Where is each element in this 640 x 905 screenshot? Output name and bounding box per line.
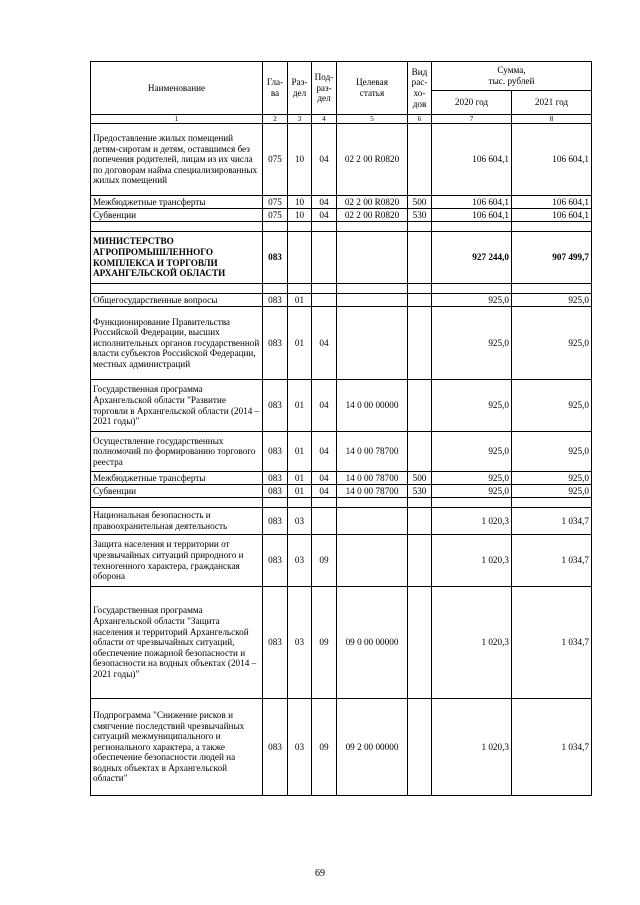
col-header-expense-type: Вид рас- хо- дов <box>408 62 432 115</box>
table-spacer-row <box>91 284 592 294</box>
row-expense-type-cell <box>408 432 432 472</box>
table-row <box>91 196 592 209</box>
col-header-subsection: Под- раз- дел <box>312 62 337 115</box>
row-sum-2020-cell: 106 604,1 <box>432 124 512 196</box>
row-section-cell: 03 <box>288 587 312 699</box>
row-target-cell <box>337 294 408 307</box>
row-chapter-cell: 075 <box>263 124 288 196</box>
empty-cell <box>91 498 263 508</box>
column-number: 8 <box>512 115 592 124</box>
row-target-cell: 02 2 00 R0820 <box>337 124 408 196</box>
table-header-row <box>91 62 592 91</box>
column-number: 1 <box>91 115 263 124</box>
row-name-cell: Межбюджетные трансферты <box>91 472 263 485</box>
row-subsection-cell <box>312 508 337 535</box>
row-name-cell: Национальная безопасность и правоохранительная деятельность <box>91 508 263 535</box>
row-sum-2020-cell: 927 244,0 <box>432 232 512 284</box>
budget-table <box>90 61 592 796</box>
row-sum-2020-cell: 925,0 <box>432 472 512 485</box>
column-number: 2 <box>263 115 288 124</box>
row-expense-type-cell <box>408 380 432 432</box>
table-row <box>91 232 592 284</box>
row-name-cell: Осуществление государственных полномочий по формированию торгового реестра <box>91 432 263 472</box>
empty-cell <box>512 222 592 232</box>
row-section-cell: 10 <box>288 124 312 196</box>
empty-cell <box>337 284 408 294</box>
table-row <box>91 472 592 485</box>
empty-cell <box>288 498 312 508</box>
row-name-cell: МИНИСТЕРСТВО АГРОПРОМЫШЛЕННОГО КОМПЛЕКСА И ТОРГОВЛИ АРХАНГЕЛЬСКОЙ ОБЛАСТИ <box>91 232 263 284</box>
table-row <box>91 699 592 796</box>
row-expense-type-cell <box>408 124 432 196</box>
row-sum-2020-cell: 925,0 <box>432 432 512 472</box>
col-header-name: Наименование <box>91 62 263 115</box>
row-chapter-cell: 083 <box>263 232 288 284</box>
table-row <box>91 307 592 380</box>
row-sum-2021-cell: 106 604,1 <box>512 209 592 222</box>
row-expense-type-cell <box>408 294 432 307</box>
row-expense-type-cell: 530 <box>408 209 432 222</box>
row-name-cell: Подпрограмма "Снижение рисков и смягчение последствий чрезвычайных ситуаций межмуниципального и регионального характера, а также обеспечение безопасности людей на водных объектах в Архангельской области" <box>91 699 263 796</box>
table-row <box>91 508 592 535</box>
empty-cell <box>312 222 337 232</box>
empty-cell <box>91 222 263 232</box>
row-subsection-cell: 09 <box>312 535 337 587</box>
row-target-cell: 09 0 00 00000 <box>337 587 408 699</box>
row-subsection-cell: 04 <box>312 124 337 196</box>
row-sum-2020-cell: 1 020,3 <box>432 508 512 535</box>
row-expense-type-cell <box>408 699 432 796</box>
row-expense-type-cell <box>408 232 432 284</box>
row-section-cell: 01 <box>288 380 312 432</box>
table-spacer-row <box>91 222 592 232</box>
row-sum-2020-cell: 1 020,3 <box>432 699 512 796</box>
row-subsection-cell: 04 <box>312 196 337 209</box>
row-subsection-cell: 04 <box>312 432 337 472</box>
row-sum-2021-cell: 925,0 <box>512 380 592 432</box>
row-chapter-cell: 083 <box>263 432 288 472</box>
row-target-cell: 02 2 00 R0820 <box>337 209 408 222</box>
table-row <box>91 380 592 432</box>
row-sum-2021-cell: 925,0 <box>512 472 592 485</box>
row-section-cell: 01 <box>288 472 312 485</box>
row-chapter-cell: 083 <box>263 380 288 432</box>
empty-cell <box>288 284 312 294</box>
row-sum-2020-cell: 106 604,1 <box>432 209 512 222</box>
row-chapter-cell: 075 <box>263 196 288 209</box>
row-subsection-cell: 04 <box>312 209 337 222</box>
row-sum-2020-cell: 925,0 <box>432 294 512 307</box>
empty-cell <box>432 498 512 508</box>
row-name-cell: Субвенции <box>91 209 263 222</box>
table-row <box>91 294 592 307</box>
row-section-cell: 03 <box>288 535 312 587</box>
row-target-cell: 14 0 00 78700 <box>337 432 408 472</box>
row-name-cell: Общегосударственные вопросы <box>91 294 263 307</box>
row-sum-2021-cell: 925,0 <box>512 485 592 498</box>
row-name-cell: Субвенции <box>91 485 263 498</box>
empty-cell <box>512 498 592 508</box>
row-sum-2020-cell: 106 604,1 <box>432 196 512 209</box>
empty-cell <box>337 498 408 508</box>
row-subsection-cell: 04 <box>312 307 337 380</box>
row-section-cell: 01 <box>288 485 312 498</box>
row-section-cell: 01 <box>288 307 312 380</box>
row-sum-2021-cell: 925,0 <box>512 432 592 472</box>
row-name-cell: Государственная программа Архангельской области "Развитие торговли в Архангельской области (2014 – 2021 годы)" <box>91 380 263 432</box>
column-numbers-row <box>91 115 592 124</box>
row-subsection-cell <box>312 232 337 284</box>
row-sum-2020-cell: 1 020,3 <box>432 535 512 587</box>
row-subsection-cell: 04 <box>312 380 337 432</box>
empty-cell <box>263 222 288 232</box>
col-header-target: Целевая статья <box>337 62 408 115</box>
row-sum-2021-cell: 925,0 <box>512 294 592 307</box>
row-subsection-cell: 09 <box>312 699 337 796</box>
column-number: 4 <box>312 115 337 124</box>
empty-cell <box>432 222 512 232</box>
row-sum-2020-cell: 925,0 <box>432 307 512 380</box>
row-section-cell: 03 <box>288 699 312 796</box>
table-row <box>91 587 592 699</box>
column-number: 5 <box>337 115 408 124</box>
row-subsection-cell <box>312 294 337 307</box>
row-expense-type-cell: 530 <box>408 485 432 498</box>
row-sum-2021-cell: 1 034,7 <box>512 699 592 796</box>
empty-cell <box>91 284 263 294</box>
col-header-chapter: Гла- ва <box>263 62 288 115</box>
row-sum-2021-cell: 1 034,7 <box>512 587 592 699</box>
empty-cell <box>512 284 592 294</box>
row-target-cell <box>337 307 408 380</box>
column-number: 3 <box>288 115 312 124</box>
row-name-cell: Государственная программа Архангельской области "Защита населения и территорий Архангельской области от чрезвычайных ситуаций, обеспечение пожарной безопасности и безопасности на водных объектах (2014 – 2021 годы)" <box>91 587 263 699</box>
column-number: 6 <box>408 115 432 124</box>
empty-cell <box>337 222 408 232</box>
row-name-cell: Предоставление жилых помещений детям-сиротам и детям, оставшимся без попечения родителей, лицам из их числа по договорам найма специализированных жилых помещений <box>91 124 263 196</box>
row-expense-type-cell <box>408 587 432 699</box>
row-chapter-cell: 083 <box>263 472 288 485</box>
empty-cell <box>288 222 312 232</box>
table-row <box>91 535 592 587</box>
col-header-year-2020: 2020 год <box>432 91 512 115</box>
row-section-cell: 01 <box>288 432 312 472</box>
row-expense-type-cell <box>408 508 432 535</box>
row-sum-2021-cell: 1 034,7 <box>512 535 592 587</box>
row-target-cell: 14 0 00 78700 <box>337 472 408 485</box>
row-chapter-cell: 083 <box>263 508 288 535</box>
row-section-cell: 10 <box>288 209 312 222</box>
empty-cell <box>312 498 337 508</box>
empty-cell <box>263 284 288 294</box>
row-chapter-cell: 083 <box>263 307 288 380</box>
table-body <box>91 124 592 796</box>
page-number: 69 <box>315 868 325 879</box>
row-expense-type-cell <box>408 307 432 380</box>
col-header-year-2021: 2021 год <box>512 91 592 115</box>
col-header-section: Раз- дел <box>288 62 312 115</box>
col-header-sum: Сумма, тыс. рублей <box>432 62 592 91</box>
row-subsection-cell: 04 <box>312 472 337 485</box>
row-expense-type-cell: 500 <box>408 196 432 209</box>
table-spacer-row <box>91 498 592 508</box>
row-target-cell: 14 0 00 78700 <box>337 485 408 498</box>
row-chapter-cell: 083 <box>263 294 288 307</box>
row-sum-2021-cell: 106 604,1 <box>512 124 592 196</box>
row-expense-type-cell: 500 <box>408 472 432 485</box>
table-row <box>91 485 592 498</box>
row-target-cell: 09 2 00 00000 <box>337 699 408 796</box>
row-chapter-cell: 083 <box>263 587 288 699</box>
row-chapter-cell: 083 <box>263 535 288 587</box>
empty-cell <box>408 498 432 508</box>
row-subsection-cell: 09 <box>312 587 337 699</box>
row-name-cell: Защита населения и территории от чрезвычайных ситуаций природного и техногенного характера, гражданская оборона <box>91 535 263 587</box>
row-chapter-cell: 083 <box>263 699 288 796</box>
row-target-cell <box>337 508 408 535</box>
row-name-cell: Межбюджетные трансферты <box>91 196 263 209</box>
table-row <box>91 209 592 222</box>
row-section-cell <box>288 232 312 284</box>
row-sum-2020-cell: 1 020,3 <box>432 587 512 699</box>
row-sum-2021-cell: 925,0 <box>512 307 592 380</box>
row-sum-2020-cell: 925,0 <box>432 380 512 432</box>
row-sum-2021-cell: 1 034,7 <box>512 508 592 535</box>
empty-cell <box>408 284 432 294</box>
empty-cell <box>312 284 337 294</box>
row-target-cell: 14 0 00 00000 <box>337 380 408 432</box>
row-section-cell: 10 <box>288 196 312 209</box>
row-sum-2021-cell: 106 604,1 <box>512 196 592 209</box>
row-expense-type-cell <box>408 535 432 587</box>
empty-cell <box>263 498 288 508</box>
row-section-cell: 03 <box>288 508 312 535</box>
table-row <box>91 124 592 196</box>
row-chapter-cell: 075 <box>263 209 288 222</box>
row-target-cell <box>337 232 408 284</box>
column-number: 7 <box>432 115 512 124</box>
row-sum-2020-cell: 925,0 <box>432 485 512 498</box>
row-name-cell: Функционирование Правительства Российской Федерации, высших исполнительных органов государственной власти субъектов Российской Федерации, местных администраций <box>91 307 263 380</box>
table-row <box>91 432 592 472</box>
row-subsection-cell: 04 <box>312 485 337 498</box>
row-target-cell <box>337 535 408 587</box>
empty-cell <box>408 222 432 232</box>
row-section-cell: 01 <box>288 294 312 307</box>
row-sum-2021-cell: 907 499,7 <box>512 232 592 284</box>
row-target-cell: 02 2 00 R0820 <box>337 196 408 209</box>
row-chapter-cell: 083 <box>263 485 288 498</box>
empty-cell <box>432 284 512 294</box>
